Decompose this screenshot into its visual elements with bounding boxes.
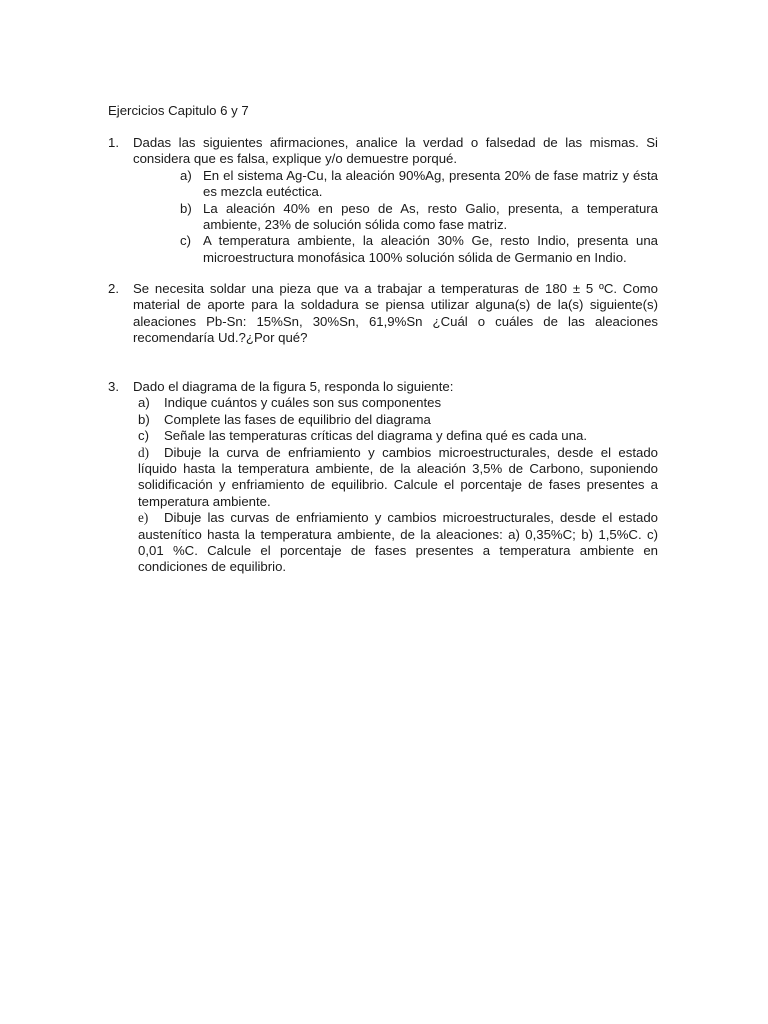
question-number: 2. <box>108 281 119 296</box>
item-text: Dibuje las curvas de enfriamiento y cambios microestructurales, desde el estado austenítico hasta la temperatura ambiente, de la aleaciones: a) 0,35%C; b) 1,5%C. c) 0,01 %C. Calcule el porcentaje de fases presentes a temperatura ambiente en condiciones de equilibrio. <box>138 510 658 575</box>
item-text: Señale las temperaturas críticas del diagrama y defina qué es cada una. <box>164 428 587 444</box>
question-text: Se necesita soldar una pieza que va a trabajar a temperaturas de 180 ± 5 ºC. Como material de aporte para la soldadura se piensa utilizar alguna(s) de la(s) siguiente(s) aleaciones Pb-Sn: 15%Sn, 30%Sn, 61,9%Sn ¿Cuál o cuáles de las aleaciones recomendaría Ud.?¿Por qué? <box>133 281 658 346</box>
question-3 <box>108 379 658 576</box>
item-label: a) <box>180 167 192 183</box>
question-item <box>180 168 658 201</box>
question-item <box>138 395 658 411</box>
item-text: Indique cuántos y cuáles son sus componentes <box>164 395 442 411</box>
item-text: En el sistema Ag-Cu, la aleación 90%Ag, presenta 20% de fase matriz y ésta es mezcla eutéctica. <box>203 167 658 200</box>
question-2 <box>108 281 658 347</box>
question-item <box>180 233 658 266</box>
question-items <box>138 395 658 575</box>
question-item <box>180 201 658 234</box>
item-label: a) <box>138 395 150 411</box>
question-text: Dado el diagrama de la figura 5, responda lo siguiente: <box>133 379 454 394</box>
item-text: A temperatura ambiente, la aleación 30% Ge, resto Indio, presenta una microestructura monofásica 100% solución sólida de Germanio en Indio. <box>203 233 658 265</box>
item-text: La aleación 40% en peso de As, resto Galio, presenta, a temperatura ambiente, 23% de solución sólida como fase matriz. <box>203 200 658 233</box>
item-text: Dibuje la curva de enfriamiento y cambios microestructurales, desde el estado líquido hasta la temperatura ambiente, de la aleación 3,5% de Carbono, suponiendo solidificación y enfriamiento de equilibrio. Calcule el porcentaje de fases presentes a temperatura ambiente. <box>138 444 658 509</box>
question-items <box>180 168 658 266</box>
question-item <box>138 510 658 576</box>
question-text: Dadas las siguientes afirmaciones, analice la verdad o falsedad de las mismas. Si considera que es falsa, explique y/o demuestre porqué. <box>133 135 658 167</box>
item-text: Complete las fases de equilibrio del diagrama <box>164 411 431 427</box>
question-item <box>138 428 658 444</box>
question-item <box>138 412 658 428</box>
item-label: b) <box>180 200 192 216</box>
item-label: b) <box>138 411 150 427</box>
item-label: c) <box>180 233 191 249</box>
question-item <box>138 445 658 511</box>
question-number: 1. <box>108 135 119 150</box>
item-label: d) <box>138 444 149 460</box>
document-title: Ejercicios Capitulo 6 y 7 <box>108 103 249 118</box>
item-label: e) <box>138 510 149 526</box>
item-label: c) <box>138 428 149 444</box>
question-number: 3. <box>108 379 119 394</box>
question-1 <box>108 135 658 266</box>
